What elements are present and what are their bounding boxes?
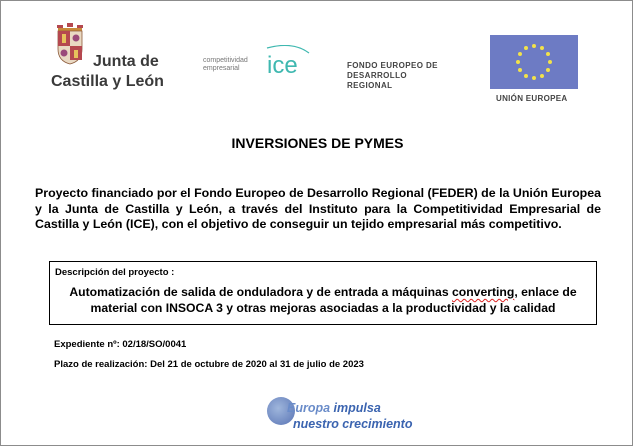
feder-line1: FONDO EUROPEO DE	[347, 61, 438, 70]
footer-word-europa: Europa	[287, 401, 331, 415]
junta-castilla-leon-logo	[51, 23, 175, 93]
description-text-part2: , enlace de material con INSOCA 3 y otras mejoras asociadas a la productividad y la calidad	[90, 285, 577, 315]
intro-paragraph: Proyecto financiado por el Fondo Europeo de Desarrollo Regional (FEDER) de la Unión Europea y la Junta de Castilla y León, a través del Instituto para la Competitividad Empresarial de Castilla y León (ICE), con el objetivo de conseguir un tejido empresarial más competitivo.	[35, 186, 601, 231]
expediente-line: Expediente nº: 02/18/SO/0041	[54, 339, 187, 350]
jcyl-line1: Junta de	[93, 53, 159, 70]
project-description-box	[49, 261, 597, 325]
eu-label: UNIÓN EUROPEA	[496, 94, 568, 103]
coat-of-arms-icon	[55, 23, 85, 65]
feder-line3: REGIONAL	[347, 81, 393, 90]
eu-logo	[490, 35, 578, 105]
description-label: Descripción del proyecto :	[55, 267, 175, 278]
feder-logo	[347, 61, 438, 91]
ice-mark-text: ice	[267, 52, 298, 79]
ice-subtitle-line2: empresarial	[203, 65, 240, 72]
eu-flag-icon	[490, 35, 578, 89]
spellcheck-word: converting	[452, 285, 515, 299]
description-text-part1: Automatización de salida de onduladora y de entrada a máquinas	[69, 285, 452, 299]
description-text	[58, 284, 588, 316]
page-title: INVERSIONES DE PYMES	[231, 135, 404, 151]
jcyl-line2: Castilla y León	[51, 73, 164, 90]
feder-line2: DESARROLLO	[347, 71, 407, 80]
ice-mark-icon	[263, 45, 313, 83]
europa-impulsa-logo	[267, 393, 413, 437]
plazo-line: Plazo de realización: Del 21 de octubre de 2020 al 31 de julio de 2023	[54, 359, 364, 370]
footer-line2: nuestro crecimiento	[293, 417, 413, 431]
ice-subtitle	[203, 57, 263, 73]
ice-subtitle-line1: competitividad	[203, 57, 248, 64]
footer-word-impulsa: impulsa	[333, 401, 381, 415]
ice-logo	[203, 45, 313, 85]
footer-line1	[287, 401, 381, 415]
